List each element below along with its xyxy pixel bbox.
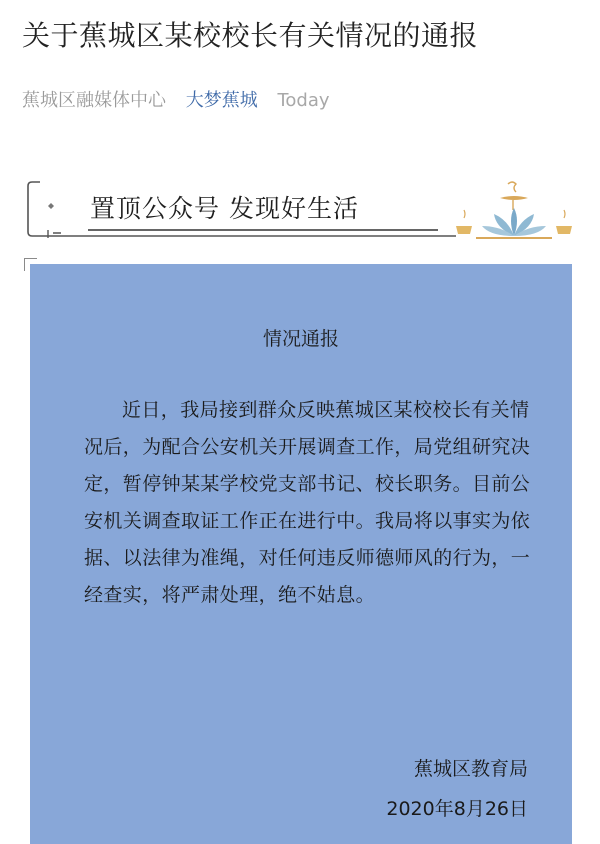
notice-heading: 情况通报 (262, 328, 339, 350)
follow-banner (24, 178, 576, 246)
lotus-icon (452, 180, 576, 242)
account-name-link[interactable]: 大梦蕉城 (185, 90, 258, 111)
publish-date: Today (277, 90, 330, 111)
banner-text: 置顶公众号 发现好生活 (90, 194, 359, 223)
article-source: 蕉城区融媒体中心 (22, 90, 166, 111)
notice-body (84, 392, 531, 614)
notice-line: 安机关调查取证工作正在进行中。我局将以事实为依 (84, 510, 531, 532)
notice-line: 据、以法律为准绳，对任何违反师德师风的行为，一 (84, 547, 531, 569)
notice-line: 况后，为配合公安机关开展调查工作，局党组研究决 (84, 436, 531, 458)
article-title: 关于蕉城区某校校长有关情况的通报 (22, 19, 479, 52)
notice-signature (386, 752, 528, 832)
article-meta (22, 86, 330, 116)
notice-line: 经查实，将严肃处理，绝不姑息。 (84, 584, 376, 606)
notice-image[interactable] (30, 264, 572, 844)
notice-line: 近日，我局接到群众反映蕉城区某校校长有关情 (122, 399, 530, 421)
notice-date: 2020年8月26日 (386, 798, 528, 820)
issuer-name: 蕉城区教育局 (413, 758, 528, 780)
notice-line: 定，暂停钟某某学校党支部书记、校长职务。目前公 (84, 473, 531, 495)
